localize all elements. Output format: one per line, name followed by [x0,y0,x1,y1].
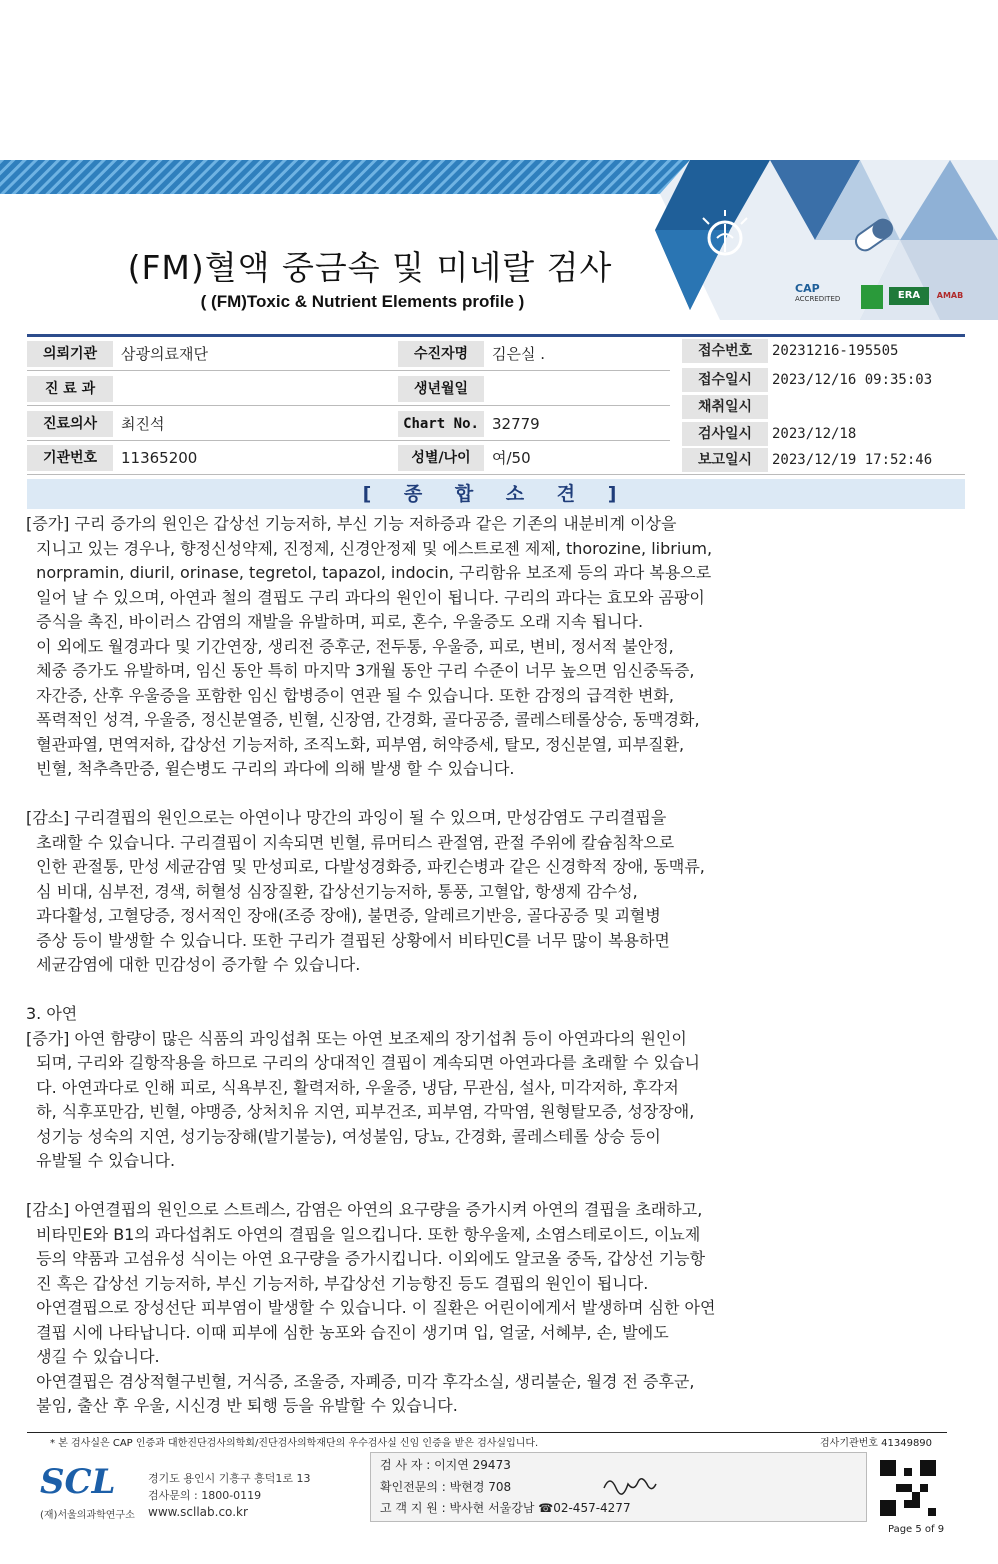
body-line: 불임, 출산 후 우울, 시신경 반 퇴행 등을 유발할 수 있습니다. [26,1396,458,1415]
page-number: Page 5 of 9 [888,1524,945,1535]
institution-code-label: 기관번호 [27,445,113,471]
report-subtitle: ( (FM)Toxic & Nutrient Elements profile ) [200,292,525,311]
capsule-icon [848,212,900,258]
body-line: 등의 약품과 고섬유성 식이는 아연 요구량을 증가시킵니다. 이외에도 알코올 중독, 갑상선 기능항 [26,1249,706,1268]
patient-label: 수진자명 [398,341,484,367]
body-line: 폭력적인 성격, 우울증, 정신분열증, 빈혈, 신장염, 간경화, 골다공증, 콜레스테롤상승, 동맥경화, [26,710,700,729]
birth-value [488,376,672,402]
body-line: 초래할 수 있습니다. 구리결핍이 지속되면 빈혈, 류머티스 관절염, 관절 주위에 칼슘침착으로 [26,832,675,852]
tester-line: 검 사 자 : 이지연 29473 [380,1458,511,1472]
body-line: [증가] 구리 증가의 원인은 갑상선 기능저하, 부신 기능 저하증과 같은 기존의 내분비계 이상을 [26,514,677,533]
row-divider [27,440,670,441]
specialist-line: 확인전문의 : 박현경 708 [380,1480,512,1494]
body-line: 빈혈, 척추측만증, 윌슨병도 구리의 과다에 의해 발생 할 수 있습니다. [26,759,515,778]
test-date-label: 검사일시 [682,422,768,446]
row-divider [27,370,670,371]
body-line: 비타민E와 B1의 과다섭취도 아연의 결핍을 일으킵니다. 또한 항우울제, 소염스테로이드, 이뇨제 [26,1224,701,1244]
body-line: 진 혹은 갑상선 기능저하, 부신 기능저하, 부갑상선 기능항진 등도 결핍의 원인이 됩니다. [26,1273,649,1293]
address: 경기도 용인시 기흥구 흥덕1로 13 [148,1472,311,1485]
report-title: (FM)혈액 중금속 및 미네랄 검사 [127,248,613,287]
body-line: 혈관파열, 면역저하, 갑상선 기능저하, 조직노화, 피부염, 허약증세, 탈모, 정신분열, 피부질환, [26,734,685,754]
body-line: 일어 날 수 있으며, 아연과 철의 결핍도 구리 과다의 원인이 됩니다. 구리의 과다는 효모와 곰팡이 [26,587,705,607]
body-line: 체중 증가도 유발하며, 임신 동안 특히 마지막 3개월 동안 구리 수준이 너무 높으면 임신중독증, [26,661,695,680]
receipt-date-value: 2023/12/16 09:35:03 [772,372,933,388]
receipt-date-label: 접수일시 [682,368,768,392]
section-title: [ 종 합 소 견 ] [27,479,965,509]
sex-age-label: 성별/나이 [398,445,484,471]
inquiry-phone: 검사문의 : 1800-0119 [148,1489,262,1502]
body-line: 아연결핍은 겸상적혈구빈혈, 거식증, 조울증, 자폐증, 미각 후각소실, 생리불순, 월경 전 증후군, [26,1371,695,1391]
scl-logo: SCL [40,1462,116,1502]
cap-logo: CAP ACCREDITED [795,282,841,303]
body-line: [감소] 아연결핍의 원인으로 스트레스, 감염은 아연의 요구량을 증가시켜 아연의 결핍을 초래하고, [26,1200,703,1219]
qr-code [880,1460,936,1516]
receipt-no-label: 접수번호 [682,339,768,363]
report-date-label: 보고일시 [682,448,768,472]
amab-logo: AMAB [936,291,964,300]
receipt-no-value: 20231216-195505 [772,343,899,359]
header-rule [27,334,965,337]
body-line: 되며, 구리와 길항작용을 하므로 구리의 상대적인 결핍이 계속되면 아연과다를 초래할 수 있습니 [26,1053,700,1072]
support-line: 고 객 지 원 : 박사현 서울강남 ☎02-457-4277 [380,1501,631,1515]
collection-label: 채취일시 [682,395,768,419]
footer-rule [27,1432,947,1433]
accreditation-note: * 본 검사실은 CAP 인증과 대한진단검사의학회/진단검사의학재단의 우수검사실 신임 인증을 받은 검사실입니다. [50,1438,539,1449]
era-logo: ERA [889,287,929,305]
body-line: 과다활성, 고혈당증, 정서적인 장애(조증 장애), 불면증, 알레르기반응, 골다공증 및 괴혈병 [26,906,661,925]
body-line: 다. 아연과다로 인해 피로, 식욕부진, 활력저하, 우울증, 냉담, 무관심, 설사, 미각저하, 후각저 [26,1077,679,1097]
paragraph-gap [26,1174,926,1199]
department-value [117,376,391,402]
body-line: 증상 등이 발생할 수 있습니다. 또한 구리가 결핍된 상황에서 비타민C를 너무 많이 복용하면 [26,930,670,950]
doctor-label: 진료의사 [27,411,113,437]
doctor-value: 최진석 [121,415,165,433]
body-line: 3. 아연 [26,1004,78,1023]
body-line: 하, 식후포만감, 빈혈, 야맹증, 상처치유 지연, 피부건조, 피부염, 각막염, 원형탈모증, 성장장애, [26,1102,695,1121]
website-link[interactable]: www.scllab.co.kr [148,1505,248,1519]
scl-institute: (재)서울의과학연구소 [40,1510,135,1521]
body-line: 생길 수 있습니다. [26,1347,160,1366]
department-label: 진 료 과 [27,376,113,402]
body-line: norpramin, diuril, orinase, tegretol, tapazol, indocin, 구리함유 보조제 등의 과다 복용으로 [26,563,712,582]
body-line: [감소] 구리결핍의 원인으로는 아연이나 망간의 과잉이 될 수 있으며, 만성감염도 구리결핍을 [26,808,667,827]
test-date-value: 2023/12/18 [772,426,857,442]
body-line: 이 외에도 월경과다 및 기간연장, 생리전 증후군, 전두통, 우울증, 피로, 변비, 정서적 불안정, [26,636,674,656]
body-line: 결핍 시에 나타납니다. 이때 피부에 심한 농포와 습진이 생기며 입, 얼굴, 서혜부, 손, 발에도 [26,1322,669,1342]
row-divider [27,405,670,406]
institution-value: 삼광의료재단 [121,345,208,363]
signature-mark [600,1470,660,1500]
body-line: [증가] 아연 함량이 많은 식품의 과잉섭취 또는 아연 보조제의 장기섭취 등이 아연과다의 원인이 [26,1028,687,1048]
accreditation-logos [795,283,965,313]
body-line: 성기능 성숙의 지연, 성기능장해(발기불능), 여성불임, 당뇨, 간경화, 콜레스테롤 상승 등이 [26,1126,661,1146]
sex-age-value: 여/50 [492,449,531,467]
body-line: 아연결핍으로 장성선단 피부염이 발생할 수 있습니다. 이 질환은 어린이에게서 발생하며 심한 아연 [26,1298,716,1317]
lab-code: 검사기관번호 41349890 [820,1438,933,1449]
body-line: 유발될 수 있습니다. [26,1151,176,1170]
patient-value: 김은실 . [492,345,546,363]
body-line: 세균감염에 대한 민감성이 증가할 수 있습니다. [26,955,361,974]
institution-code-value: 11365200 [121,449,198,467]
birth-label: 생년월일 [398,376,484,402]
institution-label: 의뢰기관 [27,341,113,367]
lm-logo [861,285,883,309]
findings-body [26,512,926,1419]
chart-label: Chart No. [398,411,484,437]
collection-value [772,395,966,419]
report-date-value: 2023/12/19 17:52:46 [772,452,933,468]
body-line: 지니고 있는 경우나, 향정신성약제, 진정제, 신경안정제 및 에스트로젠 제제, thorozine, librium, [26,538,713,558]
row-divider [27,474,965,475]
body-line: 증식을 촉진, 바이러스 감염의 재발을 유발하며, 피로, 혼수, 우울증도 오래 지속 됩니다. [26,612,644,631]
paragraph-gap [26,782,926,807]
body-line: 심 비대, 심부전, 경색, 허혈성 심장질환, 갑상선기능저하, 통풍, 고혈압, 항생제 감수성, [26,881,638,901]
body-line: 인한 관절통, 만성 세균감염 및 만성피로, 다발성경화증, 파킨슨병과 같은 신경학적 장애, 동맥류, [26,857,705,876]
paragraph-gap [26,978,926,1003]
body-line: 자간증, 산후 우울증을 포함한 임신 합병증이 연관 될 수 있습니다. 또한 감정의 급격한 변화, [26,685,674,705]
chart-value: 32779 [492,415,540,433]
